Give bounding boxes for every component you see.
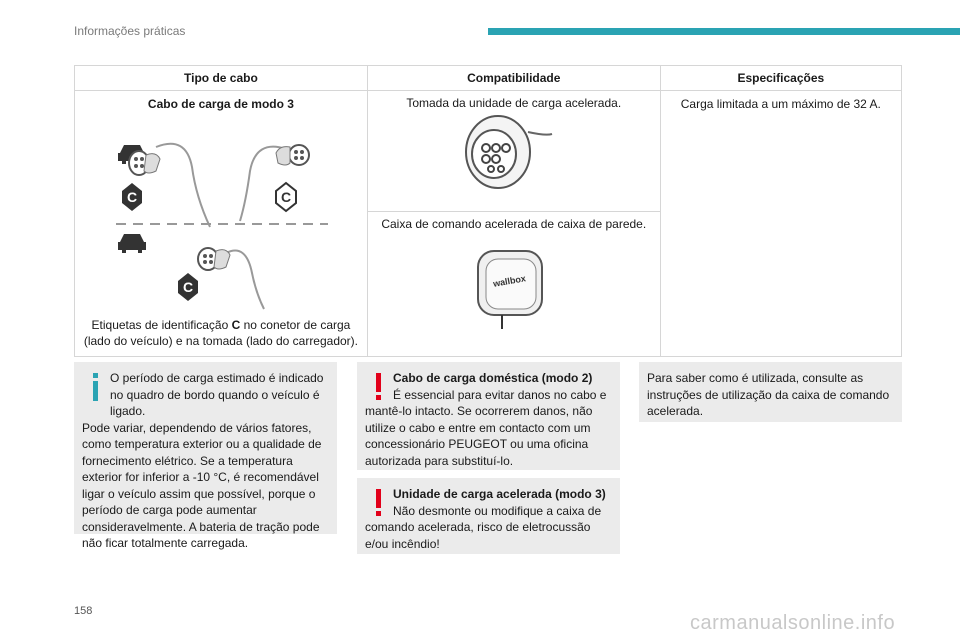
cable-type-title: Cabo de carga de modo 3: [147, 97, 294, 111]
cable-label-caption: Etiquetas de identificação C no conetor de carga (lado do veículo) e na tomada (lado do carregador).: [83, 318, 359, 348]
compat-wallbox: [368, 217, 660, 347]
page-number: 158: [74, 605, 93, 617]
connector-bottom-icon: [198, 248, 264, 309]
cable-label-illustration: [76, 111, 364, 311]
warning-box-cable: [357, 362, 620, 470]
col-header-compatibility: Compatibilidade: [367, 66, 660, 91]
wallbox-illustration: [368, 231, 656, 331]
warning-cable-title: Cabo de carga doméstica (modo 2): [393, 371, 593, 385]
svg-text:C: C: [280, 189, 292, 205]
specifications-cell: [660, 91, 901, 357]
info-rest-text: Pode variar, dependendo de vários fatores, como temperatura exterior ou a qualidade de fornecimento elétrico. Se a temperatura exterior for inferior a -10 °C, é recomendável ligar o veículo assim que possível, porque o período de carga pode aumentar consideravelmente. A bateria de tração pode não ficar totalmente carregada.: [82, 420, 322, 550]
watermark: carmanualsonline.info: [690, 612, 896, 634]
spec-text: Carga limitada a um máximo de 32 A.: [680, 97, 881, 111]
cable-type-cell: [75, 91, 368, 357]
car-icon-bottom: [118, 234, 146, 253]
charging-socket-icon: [466, 116, 552, 188]
info-first-text: O período de carga estimado é indicado no quadro de bordo quando o veículo é ligado.: [110, 371, 324, 418]
compatibility-cell: [367, 91, 660, 357]
label-c-hexagon-dark-bottom: [178, 273, 198, 301]
charging-socket-illustration: [368, 110, 656, 190]
warning-icon-2: [371, 488, 385, 518]
header-accent-bar: [488, 28, 960, 35]
warning-unit-rest: comando acelerada, risco de eletrocussão e/ou incêndio!: [365, 520, 591, 551]
warning-cable-line1: É essencial para evitar danos no cabo e: [393, 387, 607, 402]
charger-connector-icon: [240, 145, 309, 221]
label-c-hexagon-outline: [276, 183, 296, 211]
compat-socket: [368, 96, 660, 212]
section-title: Informações práticas: [74, 24, 186, 38]
warning-cable-rest: mantê-lo intacto. Se ocorrerem danos, não utilize o cabo e entre em contacto com um concessionário PEUGEOT ou uma oficina autorizada para substituí-lo.: [365, 404, 593, 468]
warning-box-unit: [357, 478, 620, 554]
cable-spec-table: [74, 65, 902, 357]
vehicle-connector-icon: [126, 144, 210, 227]
note-text: Para saber como é utilizada, consulte as instruções de utilização da caixa de comando acelerada.: [647, 371, 890, 418]
label-c-hexagon-dark: [122, 183, 142, 211]
warning-unit-title: Unidade de carga acelerada (modo 3): [393, 487, 606, 501]
note-box: [639, 362, 902, 422]
col-header-specifications: Especificações: [660, 66, 901, 91]
warning-unit-line1: Não desmonte ou modifique a caixa de: [393, 503, 602, 518]
info-icon: [86, 372, 104, 402]
info-box: [74, 362, 337, 550]
warning-icon: [371, 372, 385, 402]
compat-wallbox-text: Caixa de comando acelerada de caixa de parede.: [381, 217, 647, 231]
svg-text:wallbox: wallbox: [492, 273, 527, 289]
col-header-cable-type: Tipo de cabo: [75, 66, 368, 91]
compat-socket-text: Tomada da unidade de carga acelerada.: [406, 96, 622, 110]
svg-text:C: C: [126, 189, 138, 205]
svg-text:C: C: [182, 279, 194, 295]
wallbox-icon: [478, 251, 542, 329]
